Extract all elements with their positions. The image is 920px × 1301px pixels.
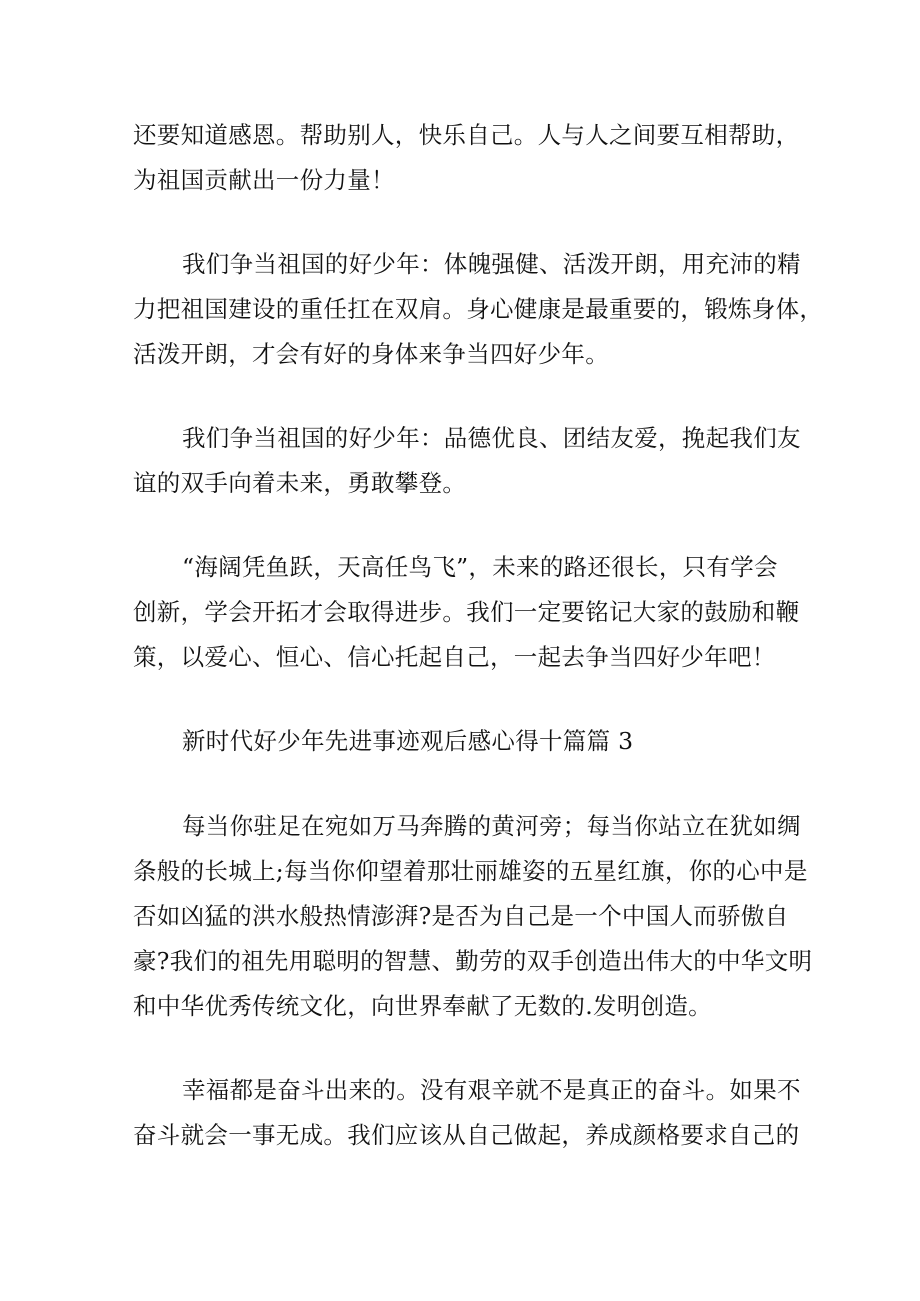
- text-line: 我们争当祖国的好少年：体魄强健、活泼开朗，用充沛的精: [182, 250, 801, 278]
- text-line: 我们争当祖国的好少年：品德优良、团结友爱，挽起我们友: [182, 424, 801, 452]
- text-line: 创新，学会开拓才会取得进步。我们一定要铭记大家的鼓励和鞭: [133, 598, 800, 626]
- text-line: 条般的长城上;每当你仰望着那壮丽雄姿的五星红旗，你的心中是: [133, 857, 808, 885]
- text-line: 奋斗就会一事无成。我们应该从自己做起，养成颜格要求自己的: [133, 1121, 800, 1149]
- text-line: 活泼开朗，才会有好的身体来争当四好少年。: [133, 340, 609, 368]
- text-line: 策，以爱心、恒心、信心托起自己，一起去争当四好少年吧！: [133, 643, 776, 671]
- text-line: 和中华优秀传统文化，向世界奉献了无数的.发明创造。: [133, 992, 712, 1020]
- text-line: 否如凶猛的洪水般热情澎湃?是否为自己是一个中国人而骄傲自: [133, 902, 789, 930]
- text-line: 幸福都是奋斗出来的。没有艰辛就不是真正的奋斗。如果不: [182, 1076, 801, 1104]
- text-line: 为祖国贡献出一份力量！: [133, 166, 395, 194]
- text-line: 每当你驻足在宛如万马奔腾的黄河旁；每当你站立在犹如绸: [182, 812, 801, 840]
- text-line: 谊的双手向着未来，勇敢攀登。: [133, 469, 467, 497]
- text-line: 力把祖国建设的重任扛在双肩。身心健康是最重要的，锻炼身体，: [133, 295, 824, 323]
- section-heading: 新时代好少年先进事迹观后感心得十篇篇 3: [182, 727, 634, 755]
- text-line: “海阔凭鱼跃，天高任鸟飞”，未来的路还很长，只有学会: [182, 553, 778, 581]
- text-line: 还要知道感恩。帮助别人，快乐自己。人与人之间要互相帮助，: [133, 121, 800, 149]
- text-line: 豪?我们的祖先用聪明的智慧、勤劳的双手创造出伟大的中华文明: [133, 947, 813, 975]
